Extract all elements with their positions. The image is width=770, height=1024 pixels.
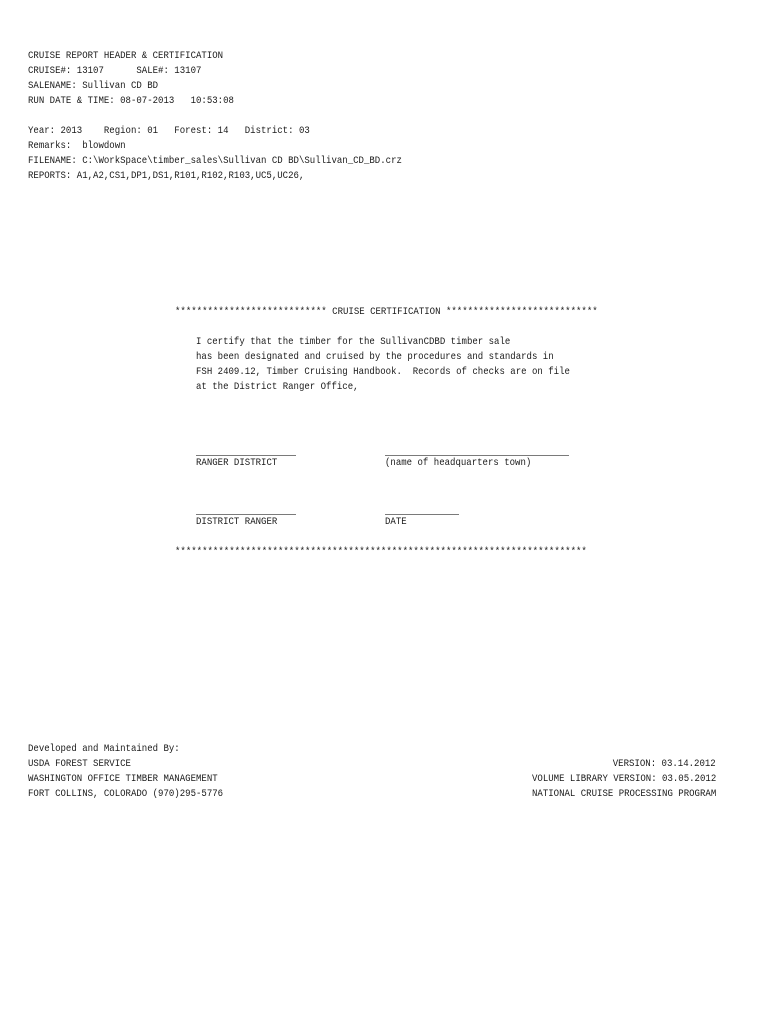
district-ranger-label: DISTRICT RANGER [196,516,278,528]
program-name-line: NATIONAL CRUISE PROCESSING PROGRAM [531,788,716,800]
volume-library-version-line: VOLUME LIBRARY VERSION: 03.05.2012 [531,773,716,785]
version-line: VERSION: 03.14.2012 [613,758,716,770]
certification-text-line: I certify that the timber for the SullivanCDBD timber sale [196,336,511,348]
hq-town-label: (name of headquarters town) [385,457,532,469]
report-title: CRUISE REPORT HEADER & CERTIFICATION [28,50,224,62]
year-region-line: Year: 2013 Region: 01 Forest: 14 District: 03 [28,125,310,137]
certification-text-line: has been designated and cruised by the procedures and standards in [196,351,554,363]
developer-org: USDA FOREST SERVICE [28,758,131,770]
developer-office: WASHINGTON OFFICE TIMBER MANAGEMENT [28,773,218,785]
remarks-line: Remarks: blowdown [28,140,126,152]
filename-line: FILENAME: C:\WorkSpace\timber_sales\Sullivan CD BD\Sullivan_CD_BD.crz [28,155,402,167]
reports-line: REPORTS: A1,A2,CS1,DP1,DS1,R101,R102,R103,UC5,UC26, [28,170,305,182]
run-date-line: RUN DATE & TIME: 08-07-2013 10:53:08 [28,95,234,107]
certification-footer-stars: **************************************************************************** [175,546,587,558]
cruise-sale-line: CRUISE#: 13107 SALE#: 13107 [28,65,202,77]
developer-heading: Developed and Maintained By: [28,743,180,755]
certification-text-line: at the District Ranger Office, [196,381,359,393]
date-label: DATE [385,516,407,528]
certification-banner: **************************** CRUISE CERTIFICATION **************************** [175,306,598,318]
salename-line: SALENAME: Sullivan CD BD [28,80,159,92]
ranger-district-label: RANGER DISTRICT [196,457,278,469]
developer-address: FORT COLLINS, COLORADO (970)295-5776 [28,788,224,800]
certification-text-line: FSH 2409.12, Timber Cruising Handbook. Records of checks are on file [196,366,570,378]
